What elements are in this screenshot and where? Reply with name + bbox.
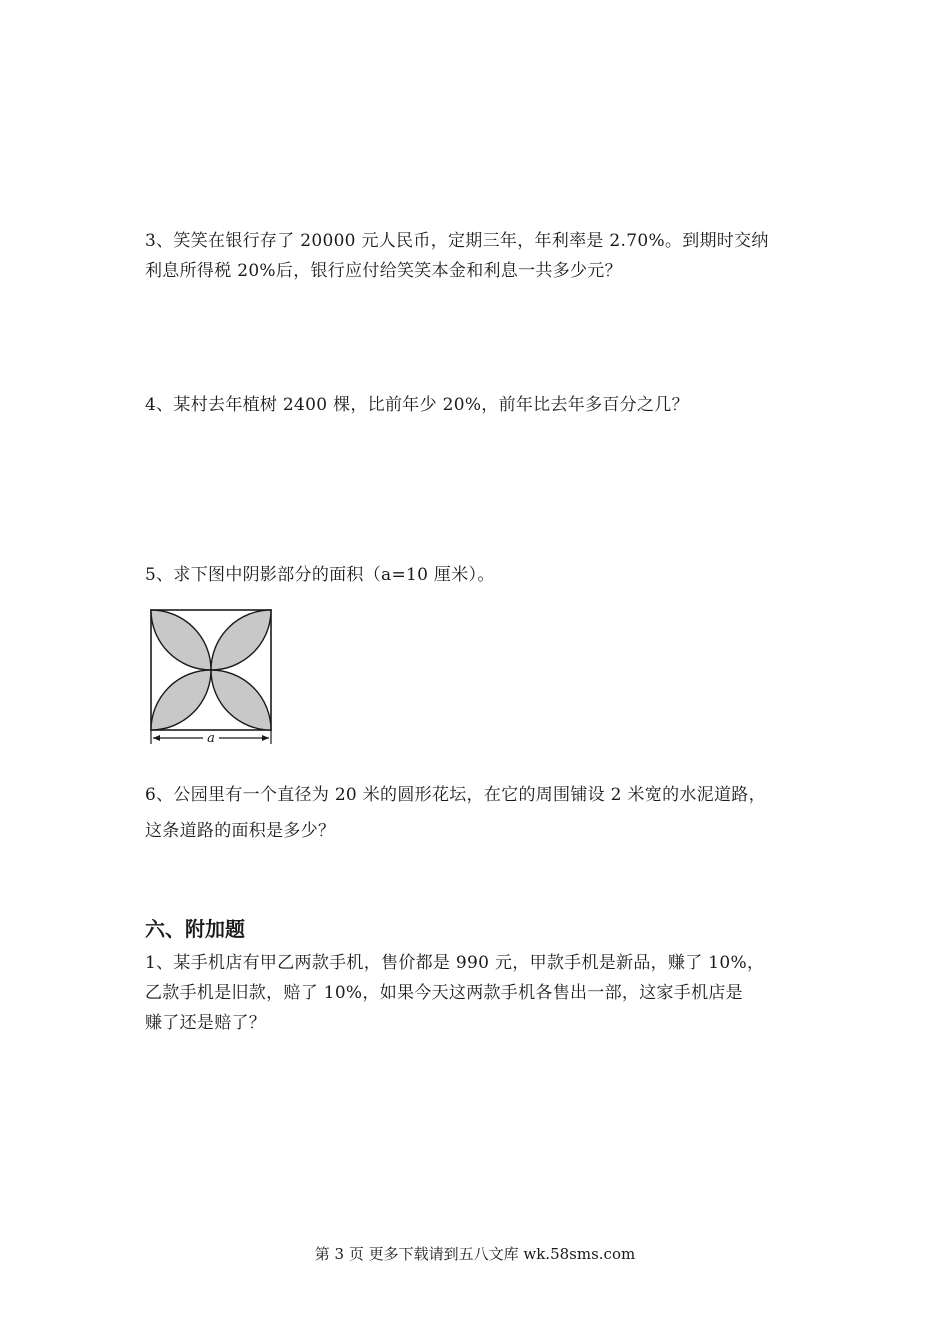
petal-top-left (151, 610, 211, 670)
petals-diagram (145, 606, 275, 746)
section-6-title: 六、附加题 (145, 917, 245, 941)
dimension-label: a (207, 731, 215, 746)
question-5: 5、求下图中阴影部分的面积（a=10 厘米）。 (145, 565, 495, 585)
question-6-line-1: 6、公园里有一个直径为 20 米的圆形花坛，在它的周围铺设 2 米宽的水泥道路， (145, 785, 766, 805)
dimension-arrow-right (262, 735, 269, 741)
question-3-line-2: 利息所得税 20%后，银行应付给笑笑本金和利息一共多少元？ (145, 261, 622, 281)
bonus-question-1-line-2: 乙款手机是旧款，赔了 10%，如果今天这两款手机各售出一部，这家手机店是 (145, 983, 743, 1003)
petal-bottom-right (211, 670, 271, 730)
question-6-line-2: 这条道路的面积是多少？ (145, 821, 336, 841)
page-footer: 第 3 页 更多下载请到五八文库 wk.58sms.com (314, 1245, 636, 1263)
bonus-question-1-line-3: 赚了还是赔了？ (145, 1013, 267, 1033)
petal-top-right (211, 610, 271, 670)
bonus-question-1-line-1: 1、某手机店有甲乙两款手机，售价都是 990 元，甲款手机是新品，赚了 10%， (145, 953, 765, 973)
question-3-line-1: 3、笑笑在银行存了 20000 元人民币，定期三年，年利率是 2.70%。到期时交纳 (145, 231, 769, 251)
question-4: 4、某村去年植树 2400 棵，比前年少 20%，前年比去年多百分之几？ (145, 395, 689, 415)
shaded-petals-figure (145, 606, 275, 746)
dimension-arrow-left (153, 735, 160, 741)
petal-bottom-left (151, 670, 211, 730)
